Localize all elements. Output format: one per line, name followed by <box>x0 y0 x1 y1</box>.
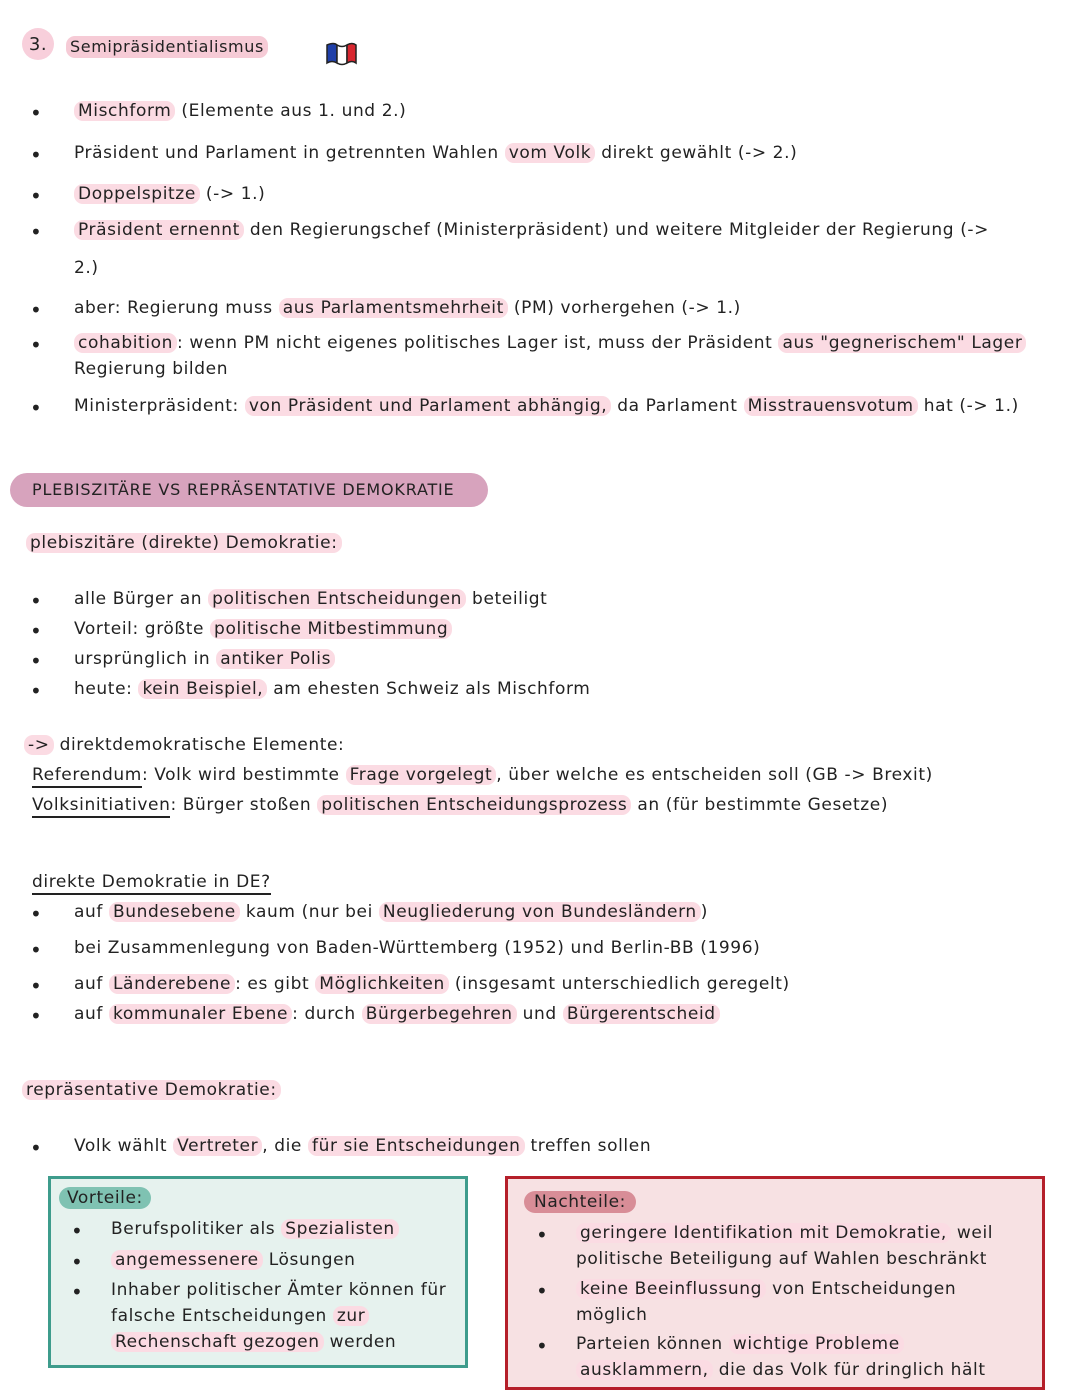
section-banner: PLEBISZITÄRE VS REPRÄSENTATIVE DEMOKRATIE <box>10 473 488 507</box>
list-item: • Berufspolitiker als Spezialisten <box>111 1219 399 1239</box>
list-item-continuation: 2.) <box>74 258 99 278</box>
list-item: • angemessenere Lösungen <box>111 1250 356 1270</box>
list-item: • bei Zusammenlegung von Baden-Württemberg (1952) und Berlin-BB (1996) <box>74 938 760 958</box>
list-item: • Ministerpräsident: von Präsident und Parlament abhängig, da Parlament Misstrauensvotum hat (-> 1.) <box>74 396 1019 416</box>
advantages-box <box>48 1176 468 1368</box>
list-item: • Vorteil: größte politische Mitbestimmung <box>74 619 452 639</box>
list-item: • Präsident ernennt den Regierungschef (Ministerpräsident) und weitere Mitgleider der Regierung (-> <box>74 220 989 240</box>
list-item: • auf Länderebene : es gibt Möglichkeiten (insgesamt unterschiedlich geregelt) <box>74 974 790 994</box>
list-item-continuation: falsche Entscheidungen zur <box>111 1306 369 1326</box>
subheading-repr: repräsentative Demokratie: <box>22 1080 281 1100</box>
referendum-line: Referendum: Volk wird bestimmte Frage vorgelegt , über welche es entscheiden soll (GB -> Brexit) <box>32 765 933 785</box>
advantages-title: Vorteile: <box>59 1187 151 1209</box>
list-item: • cohabition : wenn PM nicht eigenes politisches Lager ist, muss der Präsident aus "gegnerischem" Lager <box>74 333 1026 353</box>
list-item: • aber: Regierung muss aus Parlamentsmehrheit (PM) vorhergehen (-> 1.) <box>74 298 741 318</box>
list-item-continuation: Rechenschaft gezogen werden <box>111 1332 396 1352</box>
list-item: • Doppelspitze (-> 1.) <box>74 184 265 204</box>
list-item: • heute: kein Beispiel, am ehesten Schweiz als Mischform <box>74 679 590 699</box>
list-item-continuation: politische Beteiligung auf Wahlen beschränkt <box>576 1249 987 1269</box>
list-item: • Mischform (Elemente aus 1. und 2.) <box>74 101 406 121</box>
france-flag-icon <box>324 41 358 67</box>
arrow-icon: -> <box>24 735 54 755</box>
list-item: • Parteien können wichtige Probleme <box>576 1334 904 1354</box>
list-item: • geringere Identifikation mit Demokratie, weil <box>576 1223 993 1243</box>
list-item: • keine Beeinflussung von Entscheidungen <box>576 1279 956 1299</box>
list-item: • ursprünglich in antiker Polis <box>74 649 335 669</box>
elements-heading: -> direktdemokratische Elemente: <box>24 735 344 755</box>
list-item: • Volk wählt Vertreter , die für sie Entscheidungen treffen sollen <box>74 1136 651 1156</box>
disadvantages-box <box>505 1176 1045 1390</box>
disadvantages-title: Nachteile: <box>524 1191 636 1213</box>
section-number: 3. <box>22 28 54 60</box>
subheading-plebiszit: plebiszitäre (direkte) Demokratie: <box>26 533 342 553</box>
list-item-continuation: ausklammern, die das Volk für dringlich hält <box>576 1360 986 1380</box>
section-title: Semipräsidentialismus <box>66 36 268 58</box>
initiative-line: Volksinitiativen: Bürger stoßen politischen Entscheidungsprozess an (für bestimmte Gesetze) <box>32 795 888 815</box>
list-item: • Präsident und Parlament in getrennten Wahlen vom Volk direkt gewählt (-> 2.) <box>74 143 797 163</box>
list-item: • Inhaber politischer Ämter können für <box>111 1280 446 1300</box>
list-item: • auf kommunaler Ebene : durch Bürgerbegehren und Bürgerentscheid <box>74 1004 720 1024</box>
list-item-continuation: möglich <box>576 1305 648 1325</box>
list-item: • auf Bundesebene kaum (nur bei Neugliederung von Bundesländern ) <box>74 902 708 922</box>
list-item: • alle Bürger an politischen Entscheidungen beteiligt <box>74 589 547 609</box>
subheading-de: direkte Demokratie in DE? <box>32 872 271 895</box>
list-item-continuation: Regierung bilden <box>74 359 229 379</box>
